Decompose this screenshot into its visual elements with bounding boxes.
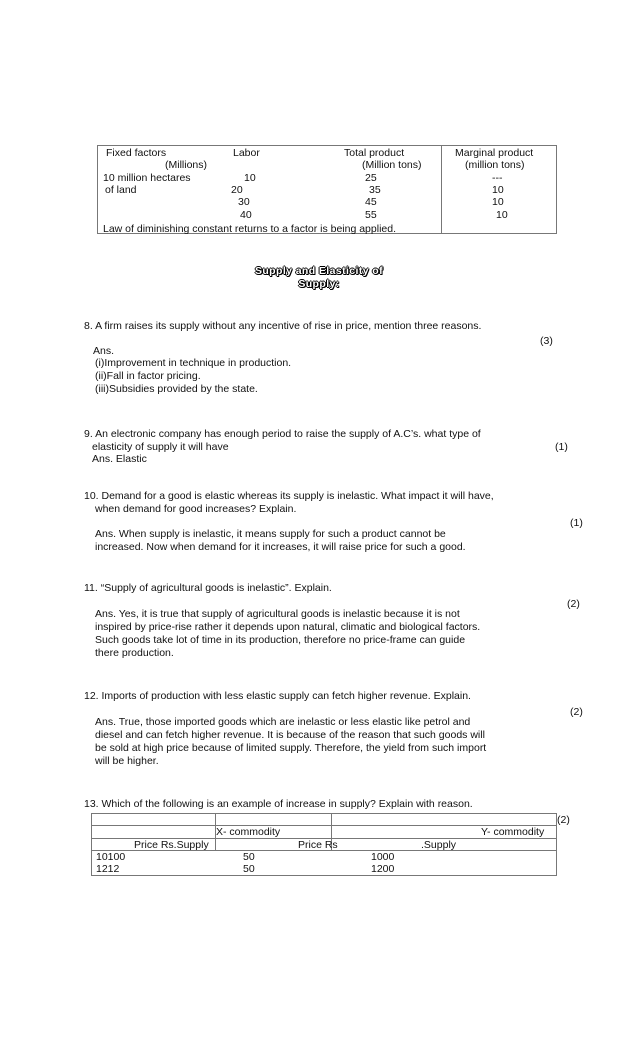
question-marks: (3): [540, 335, 553, 347]
table-border-bottom: [91, 875, 557, 876]
answer-text: Ans. True, those imported goods which are inelastic or less elastic like petrol and diesel and can fetch higher revenue. It is because of the reason that such goods will be sold at high price because of limited supply. Therefore, the yield from such import will be higher.: [95, 716, 487, 767]
table-cell: 50: [243, 863, 255, 875]
header-labor: Labor: [233, 147, 260, 159]
question-text: 8. A firm raises its supply without any incentive of rise in price, mention three reasons.: [84, 320, 482, 332]
question-text-line2: when demand for good increases? Explain.: [95, 503, 297, 515]
marginal-product-cell: 10: [496, 209, 508, 221]
table-cell: 1200: [371, 863, 395, 875]
table-cell: 50: [243, 851, 255, 863]
marginal-product-cell: 10: [492, 184, 504, 196]
marginal-product-cell: ---: [492, 172, 503, 184]
total-product-cell: 35: [369, 184, 381, 196]
table-note: Law of diminishing constant returns to a factor is being applied.: [103, 223, 397, 235]
answer-label: Ans.: [93, 345, 115, 357]
fixed-factor-value: 10 million hectares: [103, 172, 191, 184]
section-title-line2: Supply:: [298, 278, 340, 290]
question-text: 13. Which of the following is an example of increase in supply? Explain with reason.: [84, 798, 473, 810]
table-border-left: [91, 813, 92, 876]
price-supply-header: Price Rs.Supply: [134, 839, 209, 851]
table-cell: 10100: [96, 851, 126, 863]
question-marks: (1): [570, 517, 583, 529]
question-text: 12. Imports of production with less elastic supply can fetch higher revenue. Explain.: [84, 690, 471, 702]
header-total-product: Total product: [344, 147, 405, 159]
fixed-factor-value-line2: of land: [105, 184, 137, 196]
header-total-product-unit: (Million tons): [362, 159, 422, 171]
answer-text: Ans. Elastic: [92, 453, 147, 465]
answer-text: Ans. Yes, it is true that supply of agricultural goods is inelastic because it is not inspired by price-rise rather it depends upon natural, climatic and biological factors. Such goods take lot of time in its production, therefore no price-frame can guide there production.: [95, 608, 481, 659]
marginal-product-cell: 10: [492, 196, 504, 208]
header-marginal-product: Marginal product: [455, 147, 534, 159]
table-divider: [441, 145, 442, 234]
question-text: 9. An electronic company has enough period to raise the supply of A.C’s. what type of: [84, 428, 481, 440]
table-border-right: [556, 813, 557, 876]
question-text: 11. “Supply of agricultural goods is inelastic”. Explain.: [84, 582, 332, 594]
question-marks: (1): [555, 441, 568, 453]
total-product-cell: 55: [365, 209, 377, 221]
y-commodity-label: Y- commodity: [481, 826, 545, 838]
total-product-cell: 45: [365, 196, 377, 208]
x-commodity-label: X- commodity: [216, 826, 281, 838]
question-marks: (2): [567, 598, 580, 610]
header-millions: (Millions): [165, 159, 207, 171]
total-product-cell: 25: [365, 172, 377, 184]
answer-item: (i)Improvement in technique in production.: [95, 357, 292, 369]
answer-item: (iii)Subsidies provided by the state.: [95, 383, 258, 395]
question-text: 10. Demand for a good is elastic whereas its supply is inelastic. What impact it will have,: [84, 490, 494, 502]
labor-cell: 30: [238, 196, 250, 208]
table-border-left: [97, 145, 98, 234]
table-cell: 1000: [371, 851, 395, 863]
labor-cell: 40: [240, 209, 252, 221]
supply-header: .Supply: [421, 839, 457, 851]
header-fixed-factors: Fixed factors: [106, 147, 167, 159]
question-marks: (2): [570, 706, 583, 718]
answer-text: Ans. When supply is inelastic, it means supply for such a product cannot be increased. Now when demand for it increases, it will raise price for such a good.: [95, 528, 466, 553]
labor-cell: 20: [231, 184, 243, 196]
labor-cell: 10: [244, 172, 256, 184]
table-border-right: [556, 145, 557, 234]
table-border-top: [91, 813, 557, 814]
answer-item: (ii)Fall in factor pricing.: [95, 370, 201, 382]
header-marginal-product-unit: (million tons): [465, 159, 525, 171]
question-text-line2: elasticity of supply it will have: [92, 441, 229, 453]
price-rs-header: Price Rs: [298, 839, 338, 851]
table-cell: 1212: [96, 863, 120, 875]
question-marks: (2): [557, 814, 570, 826]
table-border-top: [97, 145, 557, 146]
section-title: Supply and Elasticity of: [254, 265, 384, 277]
